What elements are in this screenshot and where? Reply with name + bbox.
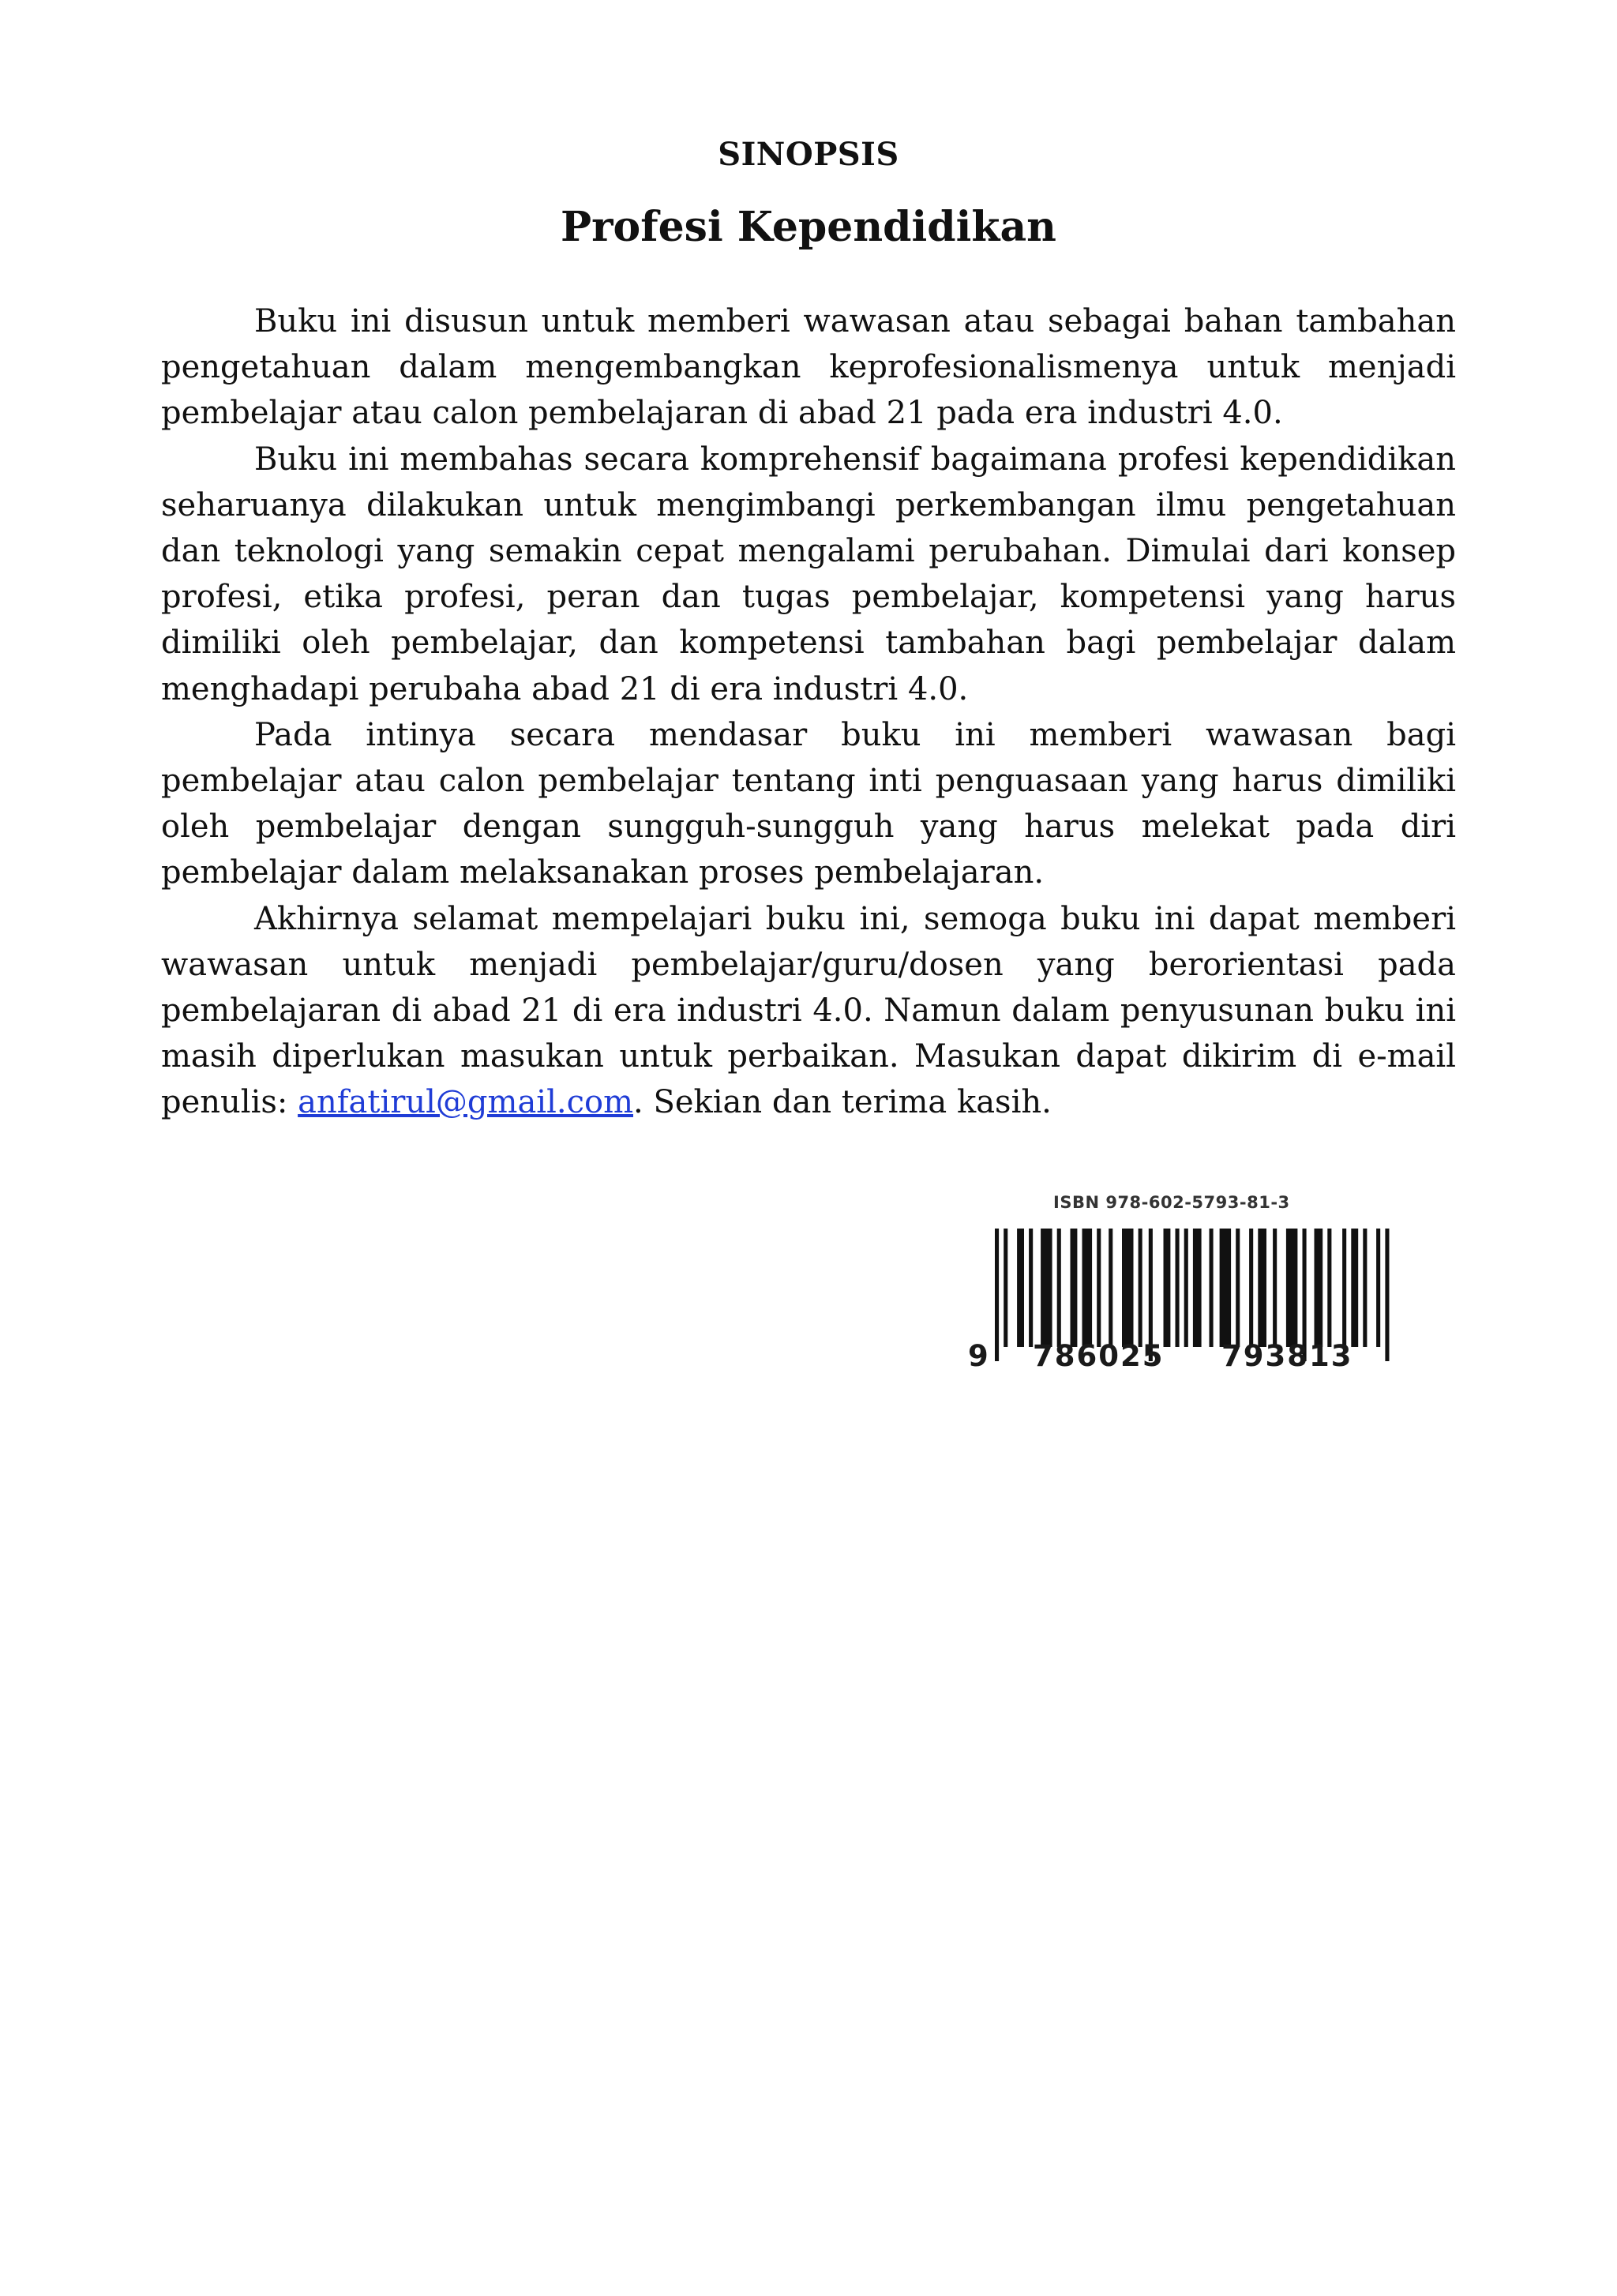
barcode-bar [1236, 1229, 1240, 1347]
barcode-bar [1376, 1229, 1380, 1347]
barcode-digits-left: 786025 [1033, 1339, 1165, 1373]
barcode-bar [1004, 1229, 1007, 1347]
barcode-bar [1363, 1229, 1367, 1347]
paragraph-2: Buku ini membahas secara komprehensif bagaimana profesi kependidikan seharuanya dilakukan untuk mengimbangi perkembangan ilmu pengetahuan dan teknologi yang semakin cepat mengalami perubahan. Dimulai dari konsep profesi, etika profesi, peran dan tugas pembelajar, kompetensi yang harus dimiliki oleh pembelajar, dan kompetensi tambahan bagi pembelajar dalam menghadapi perubaha abad 21 di era industri 4.0. [161, 441, 1456, 707]
barcode-bar [1210, 1229, 1214, 1347]
paragraph-1: Buku ini disusun untuk memberi wawasan atau sebagai bahan tambahan pengetahuan dalam mengembangkan keprofesionalismenya untuk menjadi pembelajar atau calon pembelajaran di abad 21 pada era industri 4.0. [161, 303, 1456, 432]
barcode-bar [1164, 1229, 1171, 1347]
barcode-bar [995, 1229, 999, 1361]
barcode-bars [954, 1176, 1412, 1413]
synopsis-body [161, 298, 1456, 1126]
barcode-bar [1109, 1229, 1112, 1347]
isbn-label: ISBN 978-602-5793-81-3 [1053, 1193, 1290, 1212]
barcode-bar [1122, 1229, 1134, 1347]
barcode-bar [1082, 1229, 1093, 1347]
section-heading: SINOPSIS [718, 136, 899, 173]
barcode-bar [1017, 1229, 1024, 1347]
barcode-bar [1176, 1229, 1180, 1347]
barcode-bar [1139, 1229, 1142, 1347]
barcode-bar [1071, 1229, 1078, 1347]
barcode-bar [1315, 1229, 1323, 1347]
barcode-bar [1057, 1229, 1061, 1347]
paragraph-4 [161, 896, 1456, 1126]
barcode-bar [1193, 1229, 1202, 1347]
barcode-bar [1385, 1229, 1389, 1361]
barcode-bar [1258, 1229, 1266, 1347]
barcode-digits-right: 793813 [1221, 1339, 1353, 1373]
barcode-digit-first: 9 [968, 1339, 990, 1373]
barcode-bar [1351, 1229, 1358, 1347]
paragraph-4-text-before-link: Akhirnya selamat mempelajari buku ini, semoga buku ini dapat memberi wawasan untuk menjadi pembelajar/guru/dosen yang berorientasi pada pembelajaran di abad 21 di era industri 4.0. Namun dalam penyusunan buku ini masih diperlukan masukan untuk perbaikan. Masukan dapat dikirim di e-mail penulis: [161, 900, 1456, 1121]
barcode-bar [1327, 1229, 1331, 1347]
barcode-bar [1273, 1229, 1277, 1347]
barcode-bar [1184, 1229, 1188, 1347]
barcode-bar [1029, 1229, 1033, 1347]
barcode-bar [1249, 1229, 1253, 1347]
author-email-link[interactable]: anfatirul@gmail.com [298, 1084, 634, 1121]
barcode-bar [1286, 1229, 1298, 1347]
book-title: Profesi Kependidikan [561, 203, 1056, 251]
barcode-bar [1220, 1229, 1232, 1347]
barcode-bar [1041, 1229, 1052, 1347]
barcode-bar [1097, 1229, 1101, 1347]
barcode-bar [1342, 1229, 1346, 1347]
isbn-barcode [954, 1176, 1412, 1413]
paragraph-3: Pada intinya secara mendasar buku ini memberi wawasan bagi pembelajar atau calon pembelajar tentang inti penguasaan yang harus dimiliki oleh pembelajar dengan sungguh-sungguh yang harus melekat pada diri pembelajar dalam melaksanakan proses pembelajaran. [161, 716, 1456, 891]
paragraph-4-text-after-link: . Sekian dan terima kasih. [633, 1084, 1052, 1121]
